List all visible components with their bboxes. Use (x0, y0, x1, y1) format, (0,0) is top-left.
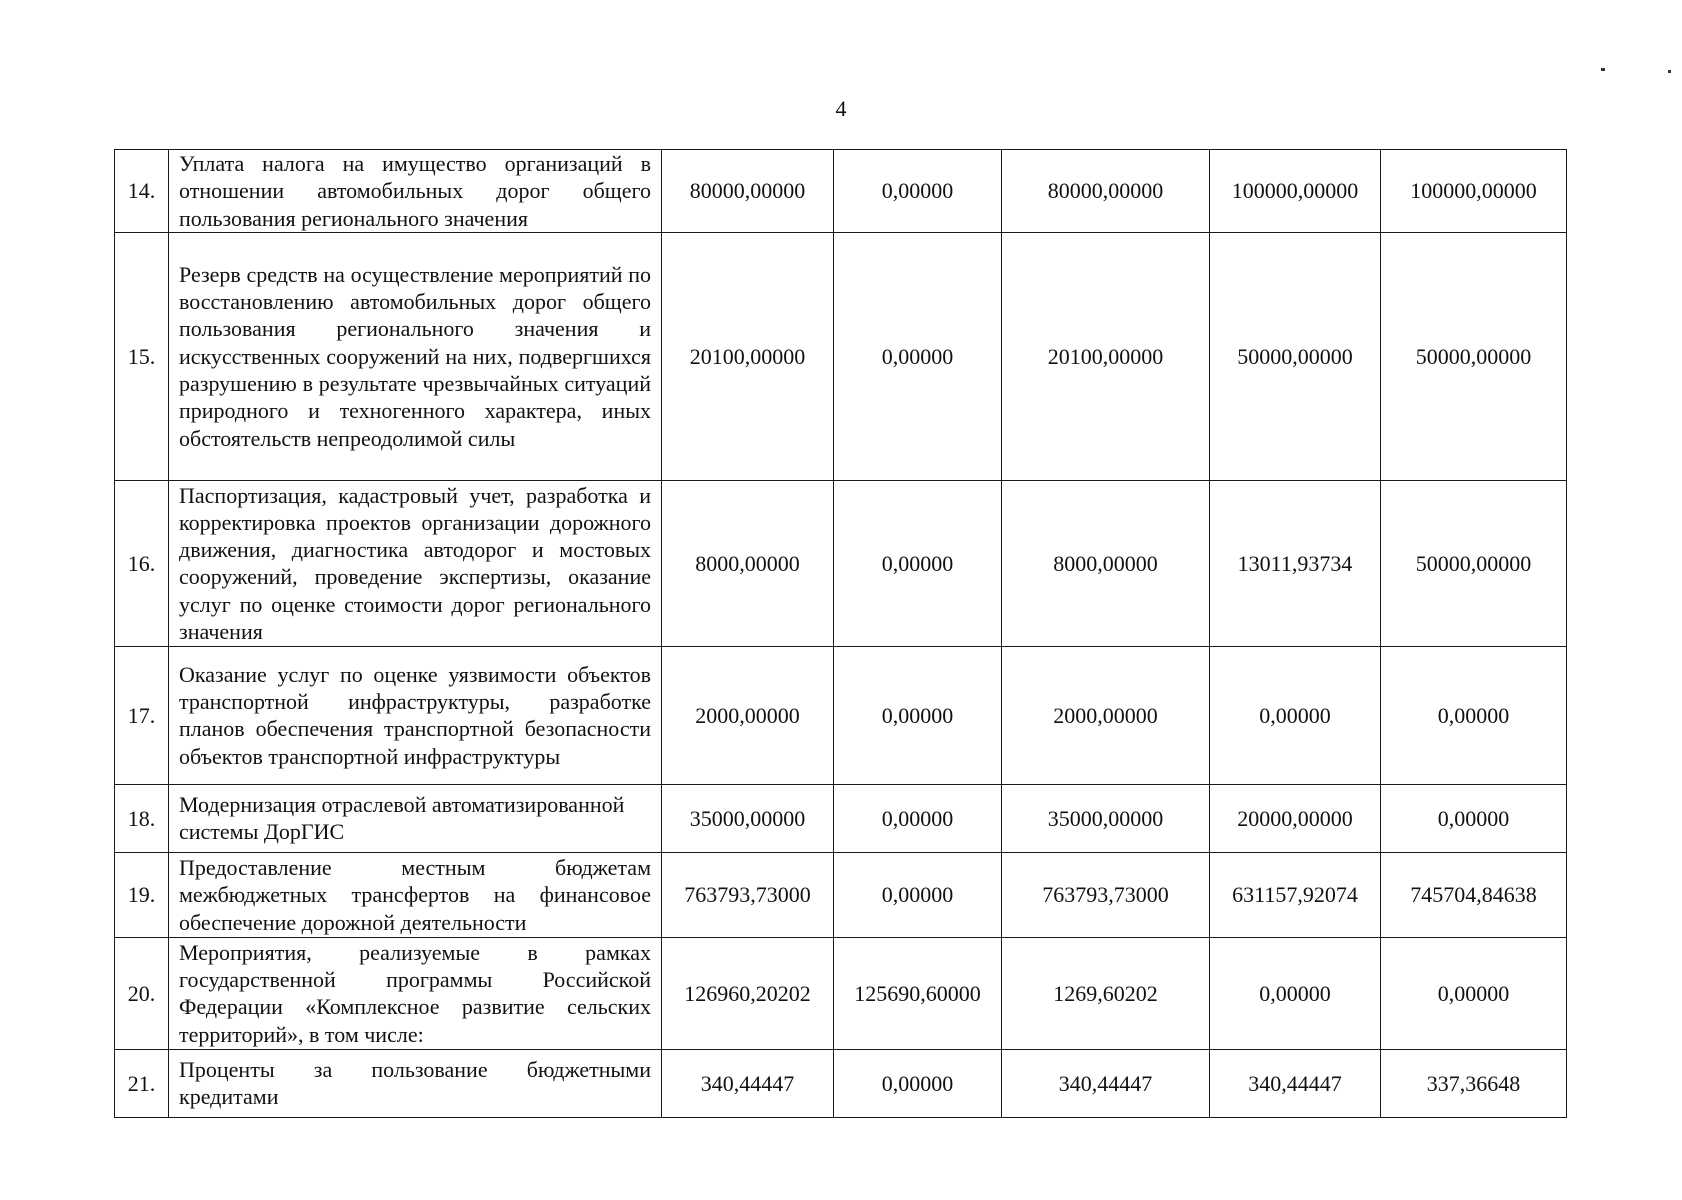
value-cell: 0,00000 (834, 232, 1002, 480)
row-number: 14. (115, 150, 169, 233)
value-cell: 100000,00000 (1210, 150, 1381, 233)
value-cell: 125690,60000 (834, 937, 1002, 1049)
value-cell: 80000,00000 (1002, 150, 1210, 233)
value-cell: 50000,00000 (1381, 232, 1567, 480)
value-cell: 2000,00000 (1002, 646, 1210, 784)
value-cell: 340,44447 (662, 1049, 834, 1117)
row-number: 17. (115, 646, 169, 784)
value-cell: 745704,84638 (1381, 852, 1567, 937)
value-cell: 0,00000 (1210, 937, 1381, 1049)
row-description: Паспортизация, кадастровый учет, разработка и корректировка проектов организации дорожного движения, диагностика автодорог и мостовых сооружений, проведение экспертизы, оказание услуг по оценке стоимости дорог регионального значения (169, 480, 662, 646)
row-number: 18. (115, 784, 169, 852)
value-cell: 0,00000 (1381, 646, 1567, 784)
value-cell: 0,00000 (834, 784, 1002, 852)
value-cell: 0,00000 (834, 1049, 1002, 1117)
value-cell: 0,00000 (1210, 646, 1381, 784)
value-cell: 631157,92074 (1210, 852, 1381, 937)
row-description: Проценты за пользование бюджетными кредитами (169, 1049, 662, 1117)
value-cell: 2000,00000 (662, 646, 834, 784)
row-number: 16. (115, 480, 169, 646)
row-number: 21. (115, 1049, 169, 1117)
value-cell: 13011,93734 (1210, 480, 1381, 646)
table-row (115, 232, 1567, 480)
value-cell: 126960,20202 (662, 937, 834, 1049)
row-description: Уплата налога на имущество организаций в отношении автомобильных дорог общего пользования регионального значения (169, 150, 662, 233)
row-description: Оказание услуг по оценке уязвимости объектов транспортной инфраструктуры, разработке планов обеспечения транспортной безопасности объектов транспортной инфраструктуры (169, 646, 662, 784)
value-cell: 340,44447 (1210, 1049, 1381, 1117)
table-row (115, 646, 1567, 784)
table-row (115, 852, 1567, 937)
value-cell: 8000,00000 (662, 480, 834, 646)
value-cell: 763793,73000 (662, 852, 834, 937)
scan-speck (1601, 68, 1605, 71)
table-row (115, 784, 1567, 852)
value-cell: 50000,00000 (1381, 480, 1567, 646)
scan-speck (1668, 70, 1671, 73)
row-description: Предоставление местным бюджетам межбюджетных трансфертов на финансовое обеспечение дорожной деятельности (169, 852, 662, 937)
value-cell: 0,00000 (834, 480, 1002, 646)
value-cell: 337,36648 (1381, 1049, 1567, 1117)
value-cell: 340,44447 (1002, 1049, 1210, 1117)
value-cell: 100000,00000 (1381, 150, 1567, 233)
page-number: 4 (835, 96, 847, 121)
table-row (115, 150, 1567, 233)
value-cell: 0,00000 (834, 150, 1002, 233)
value-cell: 35000,00000 (1002, 784, 1210, 852)
value-cell: 20100,00000 (662, 232, 834, 480)
budget-table (114, 149, 1567, 1118)
row-description: Резерв средств на осуществление мероприятий по восстановлению автомобильных дорог общего пользования регионального значения и искусственных сооружений на них, подвергшихся разрушению в результате чрезвычайных ситуаций природного и техногенного характера, иных обстоятельств непреодолимой силы (169, 232, 662, 480)
value-cell: 20100,00000 (1002, 232, 1210, 480)
value-cell: 80000,00000 (662, 150, 834, 233)
table-row (115, 1049, 1567, 1117)
table-row (115, 480, 1567, 646)
value-cell: 8000,00000 (1002, 480, 1210, 646)
row-number: 19. (115, 852, 169, 937)
row-description: Мероприятия, реализуемые в рамках государственной программы Российской Федерации «Комплексное развитие сельских территорий», в том числе: (169, 937, 662, 1049)
value-cell: 50000,00000 (1210, 232, 1381, 480)
value-cell: 0,00000 (1381, 784, 1567, 852)
value-cell: 0,00000 (834, 646, 1002, 784)
value-cell: 1269,60202 (1002, 937, 1210, 1049)
row-number: 15. (115, 232, 169, 480)
value-cell: 35000,00000 (662, 784, 834, 852)
value-cell: 0,00000 (834, 852, 1002, 937)
value-cell: 763793,73000 (1002, 852, 1210, 937)
row-number: 20. (115, 937, 169, 1049)
row-description: Модернизация отраслевой автоматизированной системы ДорГИС (169, 784, 662, 852)
value-cell: 20000,00000 (1210, 784, 1381, 852)
value-cell: 0,00000 (1381, 937, 1567, 1049)
table-row (115, 937, 1567, 1049)
